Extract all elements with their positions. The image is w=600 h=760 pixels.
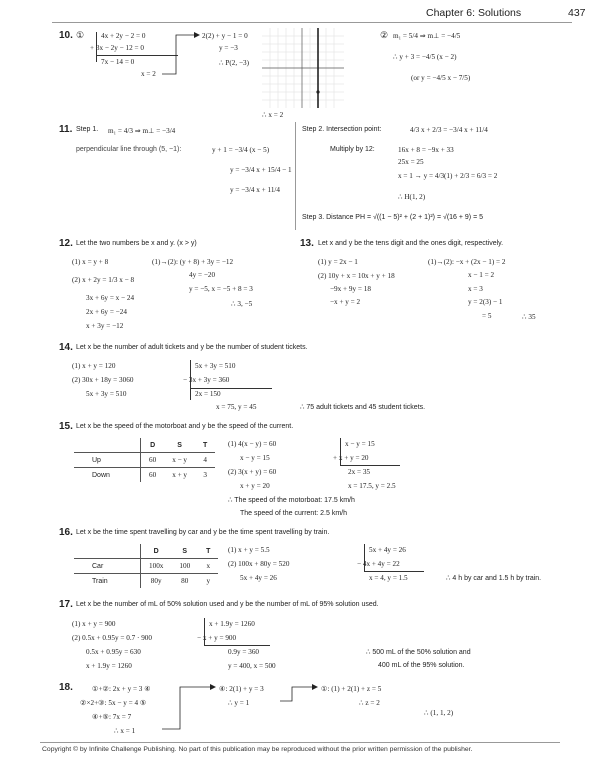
q10-sub-1: 2(2) + y − 1 = 0	[202, 32, 248, 40]
q17-title: Let x be the number of mL of 50% solution used and y be the number of mL of 95% solution used.	[76, 601, 379, 608]
header-rule	[52, 22, 572, 23]
q17-l2: (2) 0.5x + 0.95y = 0.7 · 900	[72, 634, 152, 642]
q11-divider	[295, 122, 296, 230]
footer-rule	[40, 742, 560, 743]
q12-l5: x + 3y = −12	[86, 322, 124, 330]
q17-l1: (1) x + y = 900	[72, 620, 116, 628]
q15-title: Let x be the speed of the motorboat and y be the speed of the current.	[76, 423, 294, 430]
q17-m3: 0.9y = 360	[228, 648, 260, 656]
q13-r1: (1)→(2): −x + (2x − 1) = 2	[428, 258, 506, 266]
q17-l3: 0.5x + 0.95y = 630	[86, 648, 141, 656]
q10-sub-3: ∴ P(2, −3)	[219, 59, 249, 67]
q18-l3: ④+⑤: 7x = 7	[92, 713, 132, 721]
q15-answer-1: ∴ The speed of the motorboat: 17.5 km/h	[228, 497, 355, 504]
q10-number: 10.	[59, 30, 73, 41]
q13-number: 13.	[300, 238, 314, 249]
q16-title: Let x be the time spent travelling by car and y be the time spent travelling by train.	[76, 529, 330, 536]
q18-l4: ∴ x = 1	[114, 727, 136, 735]
q14-answer: ∴ 75 adult tickets and 45 student tickets.	[300, 404, 426, 411]
q18-arrow-1	[160, 682, 218, 732]
q16-table	[74, 544, 218, 588]
q12-r2: 4y = −20	[189, 271, 216, 279]
q14-m3: 2x = 150	[195, 390, 221, 398]
q10-sys-1: 4x + 2y − 2 = 0	[101, 32, 146, 40]
q16-r1: 5x + 4y = 26	[369, 546, 406, 554]
table-row: Train 80y 80 y	[74, 574, 218, 589]
q14-title: Let x be the number of adult tickets and y be the number of student tickets.	[76, 344, 308, 351]
q13-r3: x = 3	[468, 285, 483, 293]
q17-m4: y = 400, x = 500	[228, 662, 276, 670]
q14-m2: − 3x + 3y = 360	[183, 376, 230, 384]
q12-l1: (1) x = y + 8	[72, 258, 109, 266]
q12-l4: 2x + 6y = −24	[86, 308, 127, 316]
table-row: D S T	[74, 438, 215, 453]
q18-number: 18.	[59, 682, 73, 693]
q13-r2: x − 1 = 2	[468, 271, 495, 279]
copyright-footer: Copyright © by Infinite Challenge Publishing. No part of this publication may be reproduced without the prior written permission of the publisher.	[42, 746, 473, 753]
q17-number: 17.	[59, 599, 73, 610]
q18-arrow-2	[278, 682, 320, 704]
q14-m1: 5x + 3y = 510	[195, 362, 236, 370]
q16-number: 16.	[59, 527, 73, 538]
q15-r4: x = 17.5, y = 2.5	[348, 482, 396, 490]
q15-l1: (1) 4(x − y) = 60	[228, 440, 277, 448]
q13-l2: (2) 10y + x = 10x + y + 18	[318, 272, 395, 280]
q15-number: 15.	[59, 421, 73, 432]
q14-number: 14.	[59, 342, 73, 353]
q12-l3: 3x + 6y = x − 24	[86, 294, 135, 302]
q14-rule	[190, 388, 272, 389]
q10-sys-4: x = 2	[141, 70, 156, 78]
q10-sub-2: y = −3	[219, 44, 238, 52]
q15-l2: x − y = 15	[240, 454, 270, 462]
q11-multiply: Multiply by 12:	[330, 146, 375, 153]
q15-l3: (2) 3(x + y) = 60	[228, 468, 277, 476]
q17-m2: − x + y = 900	[197, 634, 237, 642]
q11-step3: Step 3. Distance PH = √((1 − 5)² + (2 + 1)²) = √(16 + 9) = 5	[302, 214, 484, 221]
q10-r2-2: ∴ y + 3 = −4/5 (x − 2)	[393, 53, 457, 61]
q18-l1: ①+②: 2x + y = 3 ④	[92, 685, 151, 693]
q11-step2: Step 2. Intersection point:	[302, 126, 382, 133]
q17-answer-1: ∴ 500 mL of the 50% solution and	[366, 649, 471, 656]
q12-r1: (1)→(2): (y + 8) + 3y = −12	[152, 258, 234, 266]
q11-s2-3: x = 1 → y = 4/3(1) + 2/3 = 6/3 = 2	[398, 172, 498, 180]
q11-step1-eq: m₁ = 4/3 ⇒ m⊥ = −3/4	[108, 127, 176, 135]
q13-l3: −9x + 9y = 18	[330, 285, 371, 293]
q11-step2-eq: 4/3 x + 2/3 = −3/4 x + 11/4	[410, 126, 488, 134]
q18-l2: ②×2+③: 5x − y = 4 ⑤	[80, 699, 147, 707]
q11-s2-1: 16x + 8 = −9x + 33	[398, 146, 454, 154]
q11-perp-label: perpendicular line through (5, −1):	[76, 146, 182, 153]
q17-m1: x + 1.9y = 1260	[209, 620, 255, 628]
page-number: 437	[568, 7, 586, 19]
q15-l4: x + y = 20	[240, 482, 270, 490]
q11-perp-1: y + 1 = −3/4 (x − 5)	[212, 146, 270, 154]
q14-l2: (2) 30x + 18y = 3060	[72, 376, 134, 384]
q14-l1: (1) x + y = 120	[72, 362, 116, 370]
q18-m2: ∴ y = 1	[228, 699, 250, 707]
q15-rule	[340, 465, 400, 466]
q11-perp-2: y = −3/4 x + 15/4 − 1	[230, 166, 292, 174]
q12-l2: (2) x + 2y = 1/3 x − 8	[72, 276, 135, 284]
q12-title: Let the two numbers be x and y. (x > y)	[76, 240, 197, 247]
q14-l3: 5x + 3y = 510	[86, 390, 127, 398]
q10-sys-2: + 3x − 2y − 12 = 0	[90, 44, 144, 52]
q13-r6: ∴ 35	[522, 313, 536, 321]
q11-perp-3: y = −3/4 x + 11/4	[230, 186, 281, 194]
q15-r3: 2x = 35	[348, 468, 371, 476]
q16-rule	[364, 571, 424, 572]
table-row: Up 60 x − y 4	[74, 453, 215, 468]
q13-l1: (1) y = 2x − 1	[318, 258, 358, 266]
q15-r2: + x + y = 20	[333, 454, 369, 462]
q17-rule	[204, 645, 270, 646]
q12-number: 12.	[59, 238, 73, 249]
q12-r3: y = −5, x = −5 + 8 = 3	[189, 285, 253, 293]
q12-r4: ∴ 3, −5	[231, 300, 253, 308]
q11-s2-2: 25x = 25	[398, 158, 424, 166]
q13-title: Let x and y be the tens digit and the ones digit, respectively.	[318, 240, 504, 247]
q15-r1: x − y = 15	[345, 440, 375, 448]
chapter-title: Chapter 6: Solutions	[426, 7, 522, 19]
q18-r1: ①: (1) + 2(1) + z = 5	[321, 685, 382, 693]
q13-l4: −x + y = 2	[330, 298, 361, 306]
q16-r2: − 4x + 4y = 22	[357, 560, 400, 568]
q10-r2-1: m₁ = 5/4 ⇒ m⊥ = −4/5	[393, 32, 461, 40]
q10-sys-3: 7x − 14 = 0	[101, 58, 135, 66]
q17-l4: x + 1.9y = 1260	[86, 662, 132, 670]
table-row: Car 100x 100 x	[74, 559, 218, 574]
q18-m1: ④: 2(1) + y = 3	[219, 685, 264, 693]
q16-l3: 5x + 4y = 26	[240, 574, 277, 582]
q10-label-2: ②	[380, 30, 389, 40]
q16-r3: x = 4, y = 1.5	[369, 574, 408, 582]
q16-l2: (2) 100x + 80y = 520	[228, 560, 290, 568]
q10-label-1: ①	[76, 30, 85, 40]
q16-answer: ∴ 4 h by car and 1.5 h by train.	[446, 575, 542, 582]
q13-r5: = 5	[482, 312, 492, 320]
q10-graph	[262, 28, 344, 108]
q10-r2-3: (or y = −4/5 x − 7/5)	[411, 74, 471, 82]
q18-answer: ∴ (1, 1, 2)	[424, 709, 454, 717]
q10-graph-note: ∴ x = 2	[262, 111, 284, 119]
q14-m4: x = 75, y = 45	[216, 403, 257, 411]
q15-table	[74, 438, 215, 482]
table-row: Down 60 x + y 3	[74, 468, 215, 483]
table-row: D S T	[74, 544, 218, 559]
q18-r2: ∴ z = 2	[359, 699, 380, 707]
q13-r4: y = 2(3) − 1	[468, 298, 503, 306]
q10-arrow	[160, 32, 200, 77]
q11-number: 11.	[59, 124, 73, 135]
q11-s2-4: ∴ H(1, 2)	[398, 193, 426, 201]
q17-answer-2: 400 mL of the 95% solution.	[378, 662, 465, 669]
q15-answer-2: The speed of the current: 2.5 km/h	[240, 510, 348, 517]
q16-l1: (1) x + y = 5.5	[228, 546, 270, 554]
q11-step1: Step 1.	[76, 126, 99, 133]
